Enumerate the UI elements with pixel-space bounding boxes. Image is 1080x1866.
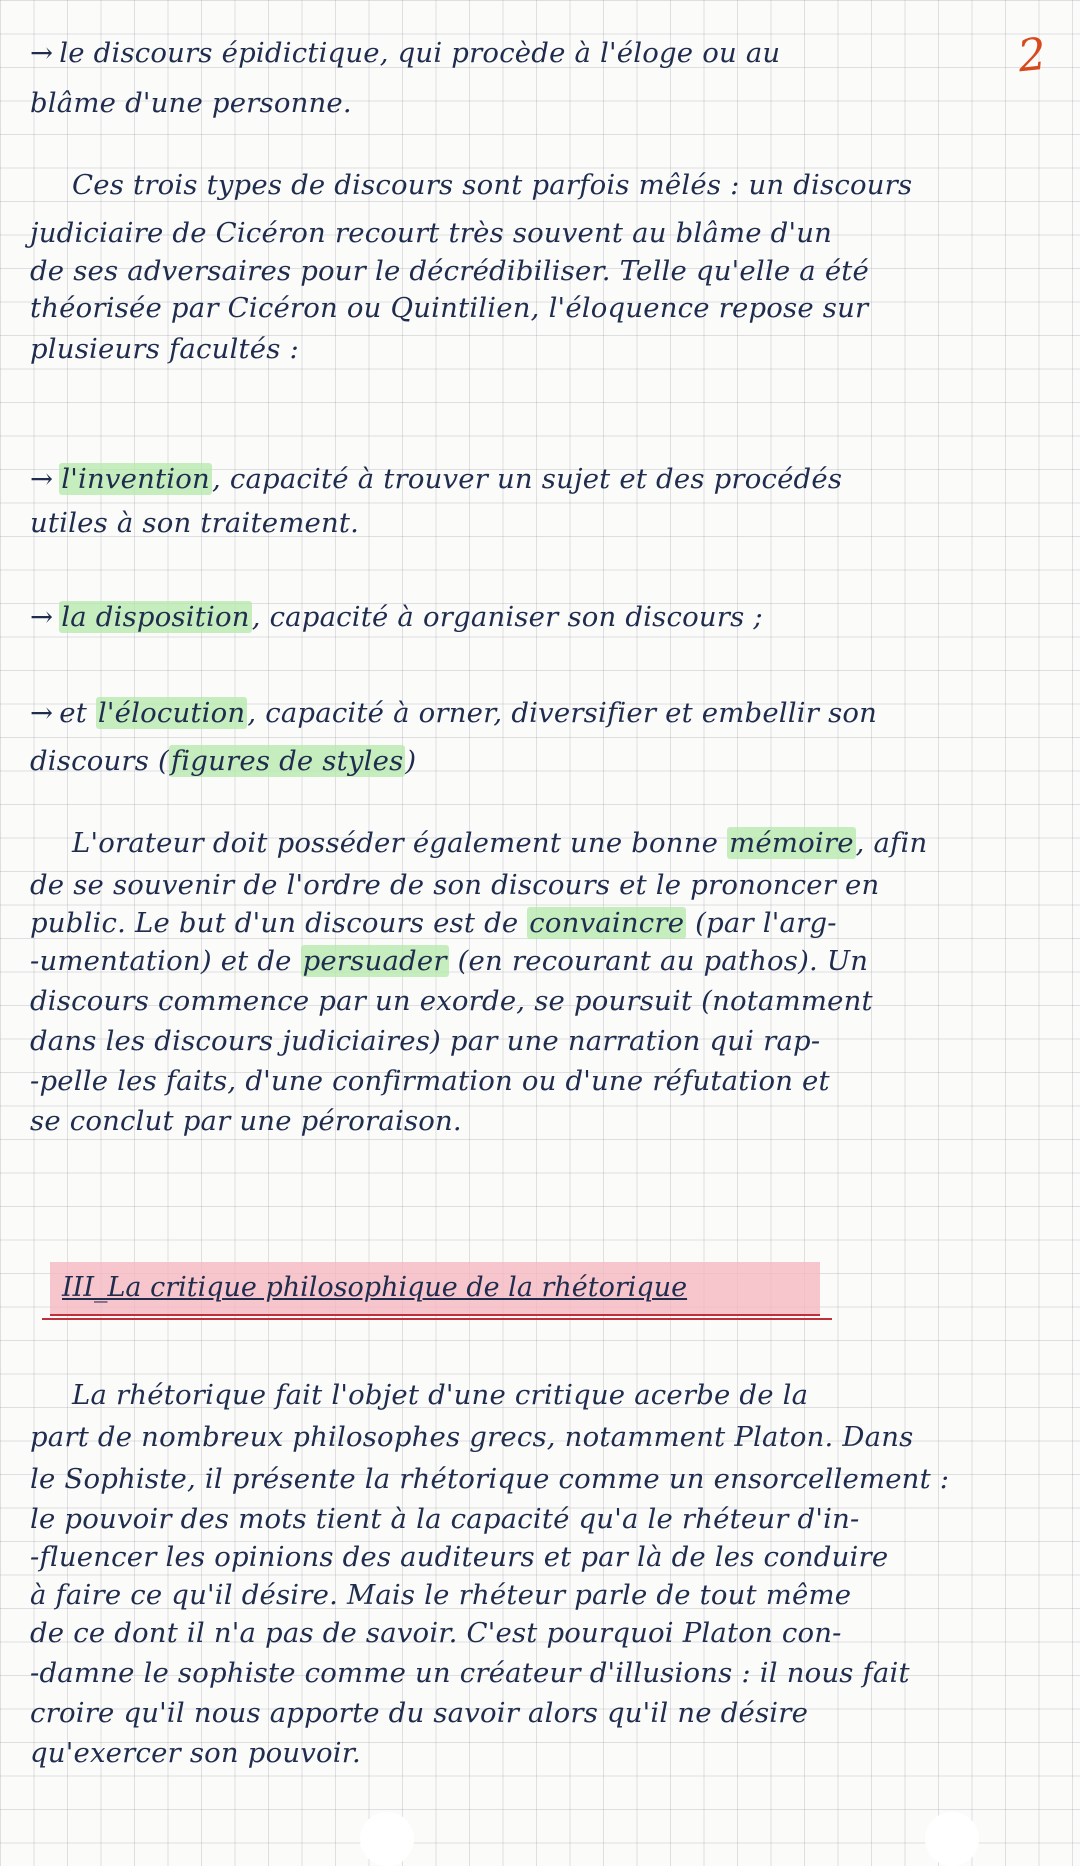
text-line: L'orateur doit posséder également une bonne mémoire, afin xyxy=(72,827,928,859)
text-line: discours (figures de styles) xyxy=(30,745,417,777)
text-line: La rhétorique fait l'objet d'une critique acerbe de la xyxy=(72,1379,809,1411)
text-line: à faire ce qu'il désire. Mais le rhéteur parle de tout même xyxy=(30,1579,852,1611)
arrow-icon: → xyxy=(30,37,54,69)
text-line: le Sophiste, il présente la rhétorique comme un ensorcellement : xyxy=(30,1463,950,1495)
section-underline xyxy=(42,1318,832,1320)
text-line: Ces trois types de discours sont parfois mêlés : un discours xyxy=(72,169,913,201)
text-line: blâme d'une personne. xyxy=(30,87,352,119)
text-line: discours commence par un exorde, se poursuit (notamment xyxy=(30,985,873,1017)
text-line: judiciaire de Cicéron recourt très souvent au blâme d'un xyxy=(30,217,833,249)
arrow-icon: → xyxy=(30,463,54,495)
text-line: le pouvoir des mots tient à la capacité qu'a le rhéteur d'in- xyxy=(30,1503,860,1535)
page-number: 2 xyxy=(1015,28,1049,83)
text-line: -umentation) et de persuader (en recourant au pathos). Un xyxy=(30,945,869,977)
highlighted-term: convaincre xyxy=(529,907,685,939)
highlighted-term: mémoire xyxy=(729,827,854,859)
highlighted-term: l'élocution xyxy=(97,697,246,729)
text-line: de se souvenir de l'ordre de son discours et le prononcer en xyxy=(30,869,880,901)
section-title-text: III_La critique philosophique de la rhétorique xyxy=(62,1272,688,1303)
highlighted-term: persuader xyxy=(302,945,447,977)
text-line: -pelle les faits, d'une confirmation ou d'une réfutation et xyxy=(30,1065,830,1097)
text-line: le discours épidictique, qui procède à l'éloge ou au xyxy=(59,37,781,69)
highlighted-term: l'invention xyxy=(61,463,210,495)
binder-hole xyxy=(925,1812,979,1866)
section-heading xyxy=(50,1262,820,1316)
list-item-epidictique xyxy=(30,37,781,69)
text-line: et l'élocution, capacité à orner, diversifier et embellir son xyxy=(59,697,878,729)
text-line: part de nombreux philosophes grecs, notamment Platon. Dans xyxy=(30,1421,914,1453)
text-line: l'invention, capacité à trouver un sujet et des procédés xyxy=(61,463,843,495)
text-line: théorisée par Cicéron ou Quintilien, l'éloquence repose sur xyxy=(30,292,869,324)
highlighted-term: figures de styles xyxy=(170,745,404,777)
text-line: public. Le but d'un discours est de convaincre (par l'arg- xyxy=(30,907,837,939)
text-line: utiles à son traitement. xyxy=(30,507,360,539)
highlighted-term: la disposition xyxy=(61,601,250,633)
text-line: -fluencer les opinions des auditeurs et par là de les conduire xyxy=(30,1541,889,1573)
list-item-disposition xyxy=(30,601,763,633)
text-line: se conclut par une péroraison. xyxy=(30,1105,462,1137)
binder-hole xyxy=(360,1812,414,1866)
text-line: -damne le sophiste comme un créateur d'illusions : il nous fait xyxy=(30,1657,910,1689)
arrow-icon: → xyxy=(30,601,54,633)
text-line: de ce dont il n'a pas de savoir. C'est pourquoi Platon con- xyxy=(30,1617,842,1649)
text-line: qu'exercer son pouvoir. xyxy=(30,1737,361,1769)
text-line: plusieurs facultés : xyxy=(30,333,299,365)
text-line: dans les discours judiciaires) par une narration qui rap- xyxy=(30,1025,821,1057)
arrow-icon: → xyxy=(30,697,54,729)
text-line: croire qu'il nous apporte du savoir alors qu'il ne désire xyxy=(30,1697,809,1729)
list-item-invention xyxy=(30,463,843,495)
list-item-elocution xyxy=(30,697,878,729)
text-line: de ses adversaires pour le décrédibiliser. Telle qu'elle a été xyxy=(30,255,870,287)
text-line: la disposition, capacité à organiser son discours ; xyxy=(61,601,763,633)
